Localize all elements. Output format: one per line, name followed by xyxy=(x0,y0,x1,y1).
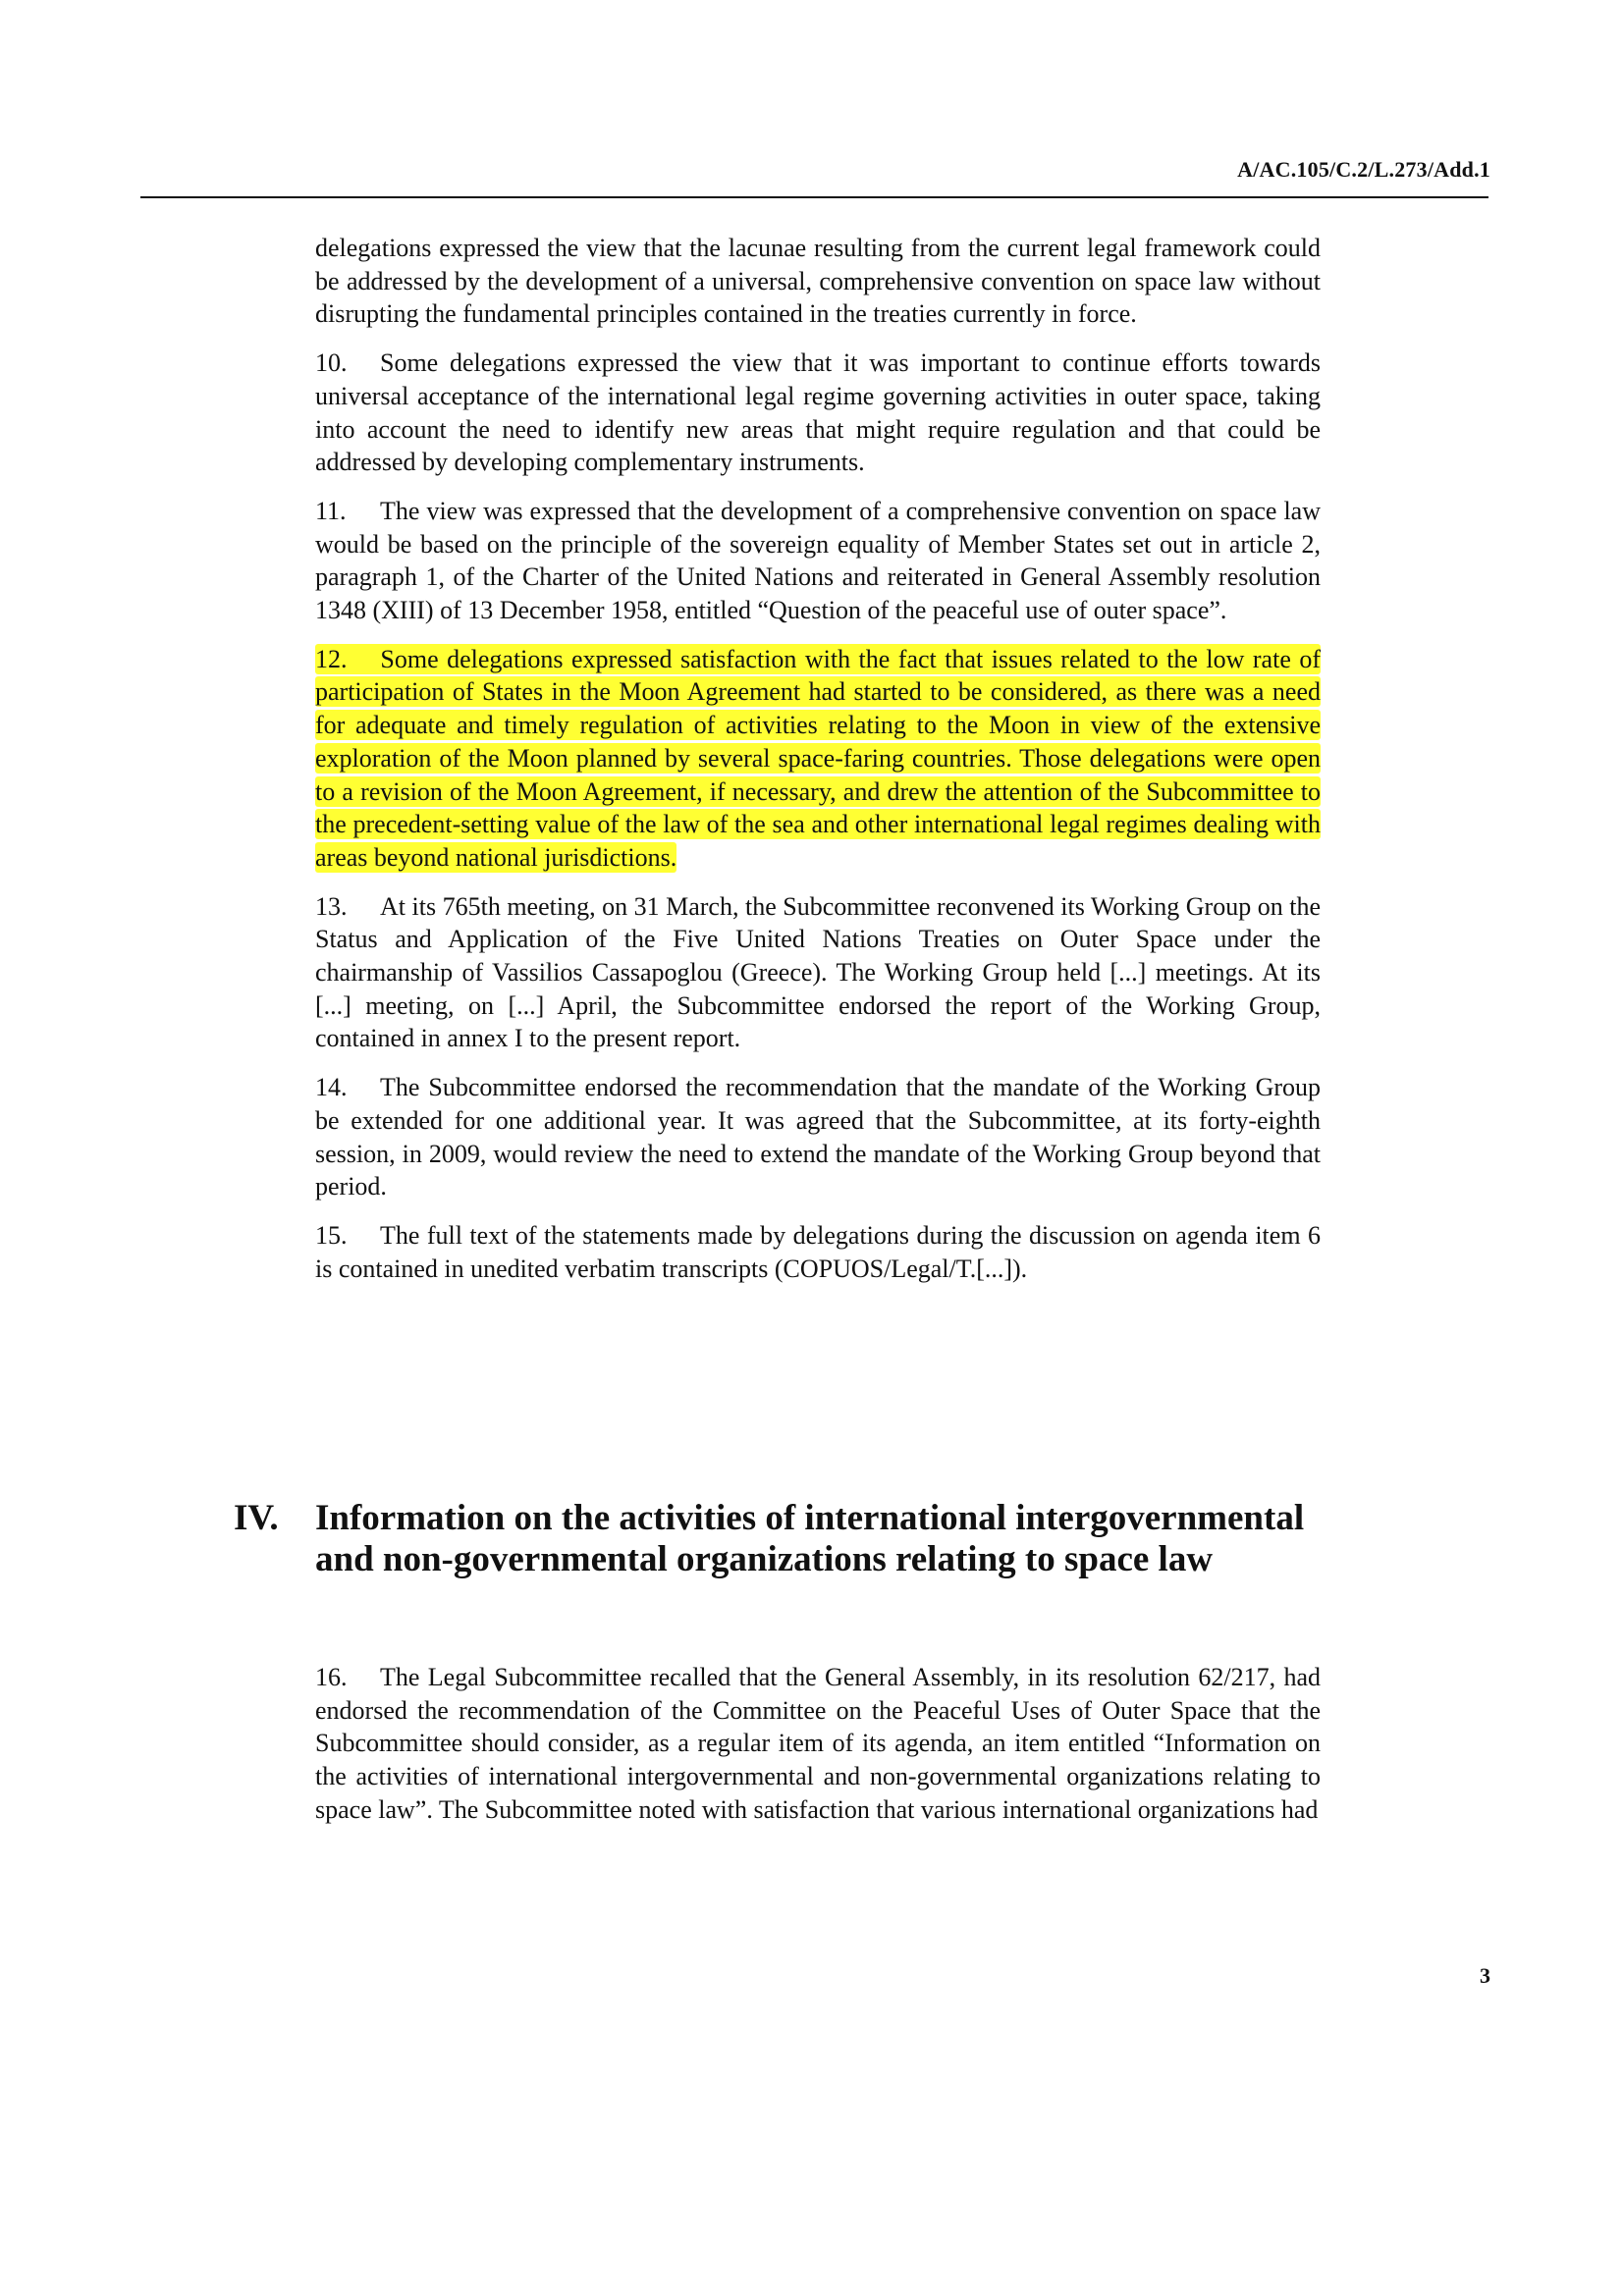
paragraph-11 xyxy=(315,495,1321,627)
paragraph-text: Some delegations expressed the view that it was important to continue efforts towards universal acceptance of the international legal regime governing activities in outer space, taking into account the need to identify new areas that might require regulation and that could be addressed by developing complementary instruments. xyxy=(315,348,1321,477)
paragraph-text: The full text of the statements made by delegations during the discussion on agenda item 6 is contained in unedited verbatim transcripts (COPUOS/Legal/T.[...]). xyxy=(315,1220,1321,1283)
paragraph-text: The Legal Subcommittee recalled that the General Assembly, in its resolution 62/217, had endorsed the recommendation of the Committee on the Peaceful Uses of Outer Space that the Subcommittee should consider, as a regular item of its agenda, an item entitled “Information on the activities of international intergovernmental and non-governmental organizations relating to space law”. The Subcommittee noted with satisfaction that various international organizations had xyxy=(315,1663,1321,1824)
paragraph-13 xyxy=(315,890,1321,1056)
paragraph-16 xyxy=(315,1661,1321,1827)
paragraph-number: 16. xyxy=(315,1663,348,1691)
paragraph-number: 13. xyxy=(315,891,348,921)
paragraph-text: The view was expressed that the development of a comprehensive convention on space law would be based on the principle of the sovereign equality of Member States set out in article 2, paragraph 1, of the Charter of the United Nations and reiterated in General Assembly resolution 1348 (XIII) of 13 December 1958, entitled “Question of the peaceful use of outer space”. xyxy=(315,496,1321,625)
paragraph-text: delegations expressed the view that the lacunae resulting from the current legal framework could be addressed by the development of a universal, comprehensive convention on space law without disrupting the fundamental principles contained in the treaties currently in force. xyxy=(315,234,1321,329)
paragraph-12-highlighted xyxy=(315,643,1321,875)
paragraph-text: Some delegations expressed satisfaction with the fact that issues related to the low rate of participation of States in the Moon Agreement had started to be considered, as there was a need for adequate and timely regulation of activities relating to the Moon in view of the extensive exploration of the Moon planned by several space-faring countries. Those delegations were open to a revision of the Moon Agreement, if necessary, and drew the attention of the Subcommittee to the precedent-setting value of the law of the sea and other international legal regimes dealing with areas beyond national jurisdictions. xyxy=(315,644,1321,872)
paragraph-continued xyxy=(315,232,1321,331)
paragraph-14 xyxy=(315,1071,1321,1203)
paragraph-10 xyxy=(315,347,1321,479)
paragraph-number: 10. xyxy=(315,348,348,378)
paragraph-number: 15. xyxy=(315,1220,348,1250)
document-symbol: A/AC.105/C.2/L.273/Add.1 xyxy=(1237,157,1490,182)
paragraph-number: 14. xyxy=(315,1073,348,1102)
page-number: 3 xyxy=(1480,1963,1490,1988)
highlighted-paragraph xyxy=(315,644,1321,873)
section-heading xyxy=(234,1498,1333,1580)
header-divider xyxy=(140,196,1488,198)
section-body xyxy=(315,1661,1321,1842)
section-number: IV. xyxy=(234,1498,279,1538)
paragraph-text: At its 765th meeting, on 31 March, the Subcommittee reconvened its Working Group on the Status and Application of the Five United Nations Treaties on Outer Space under the chairmanship of Vassilios Cassapoglou (Greece). The Working Group held [...] meetings. At its [...] meeting, on [...] April, the Subcommittee endorsed the report of the Working Group, contained in annex I to the present report. xyxy=(315,891,1321,1053)
body-column xyxy=(315,232,1321,1301)
section-title: Information on the activities of international intergovernmental and non-governmental organizations relating to space law xyxy=(315,1498,1305,1579)
paragraph-number: 11. xyxy=(315,496,347,525)
paragraph-number: 12. xyxy=(315,644,348,673)
paragraph-15 xyxy=(315,1219,1321,1285)
paragraph-text: The Subcommittee endorsed the recommendation that the mandate of the Working Group be extended for one additional year. It was agreed that the Subcommittee, at its forty-eighth session, in 2009, would review the need to extend the mandate of the Working Group beyond that period. xyxy=(315,1073,1321,1201)
